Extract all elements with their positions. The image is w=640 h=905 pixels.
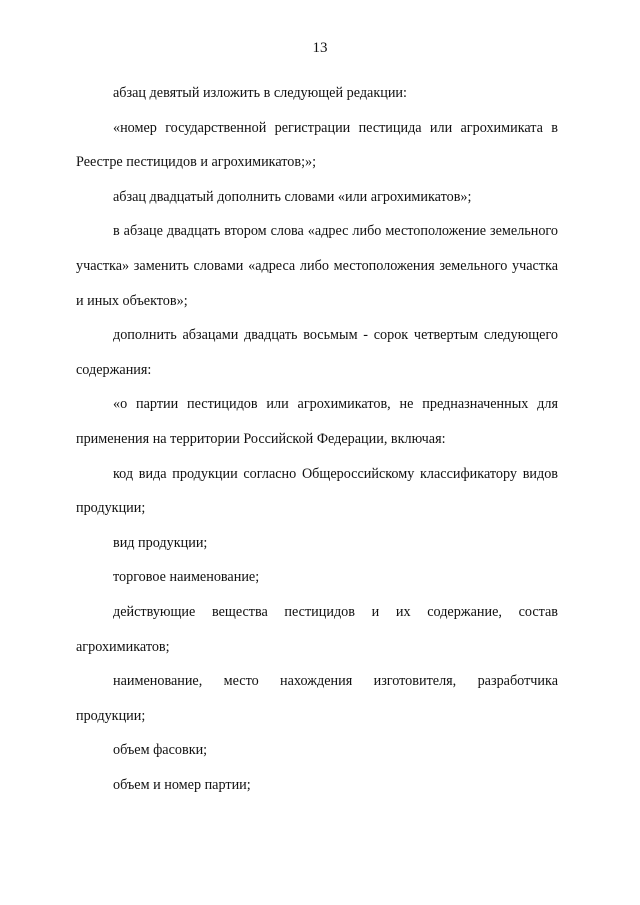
paragraph: объем фасовки; <box>113 742 208 759</box>
paragraph: абзац девятый изложить в следующей редакции: <box>113 85 407 101</box>
page-number: 13 <box>312 40 328 56</box>
document-body <box>76 76 558 802</box>
paragraph: торговое наименование; <box>113 569 260 586</box>
paragraph: «номер государственной регистрации пестицида или агрохимиката в Реестре пестицидов и агрохимикатов;»; <box>76 119 558 171</box>
paragraph: в абзаце двадцать втором слова «адрес либо местоположение земельного участка» заменить словами «адреса либо местоположения земельного участка и иных объектов»; <box>76 223 558 309</box>
paragraph: действующие вещества пестицидов и их содержание, состав агрохимикатов; <box>76 603 558 655</box>
paragraph: дополнить абзацами двадцать восьмым - сорок четвертым следующего содержания: <box>76 327 558 378</box>
paragraph: «о партии пестицидов или агрохимикатов, не предназначенных для применения на территории Российской Федерации, включая: <box>76 396 558 447</box>
paragraph: объем и номер партии; <box>113 776 251 793</box>
paragraph: абзац двадцатый дополнить словами «или агрохимикатов»; <box>113 188 472 205</box>
paragraph: код вида продукции согласно Общероссийскому классификатору видов продукции; <box>76 465 558 517</box>
paragraph: наименование, место нахождения изготовителя, разработчика продукции; <box>76 673 558 724</box>
paragraph: вид продукции; <box>113 534 208 551</box>
